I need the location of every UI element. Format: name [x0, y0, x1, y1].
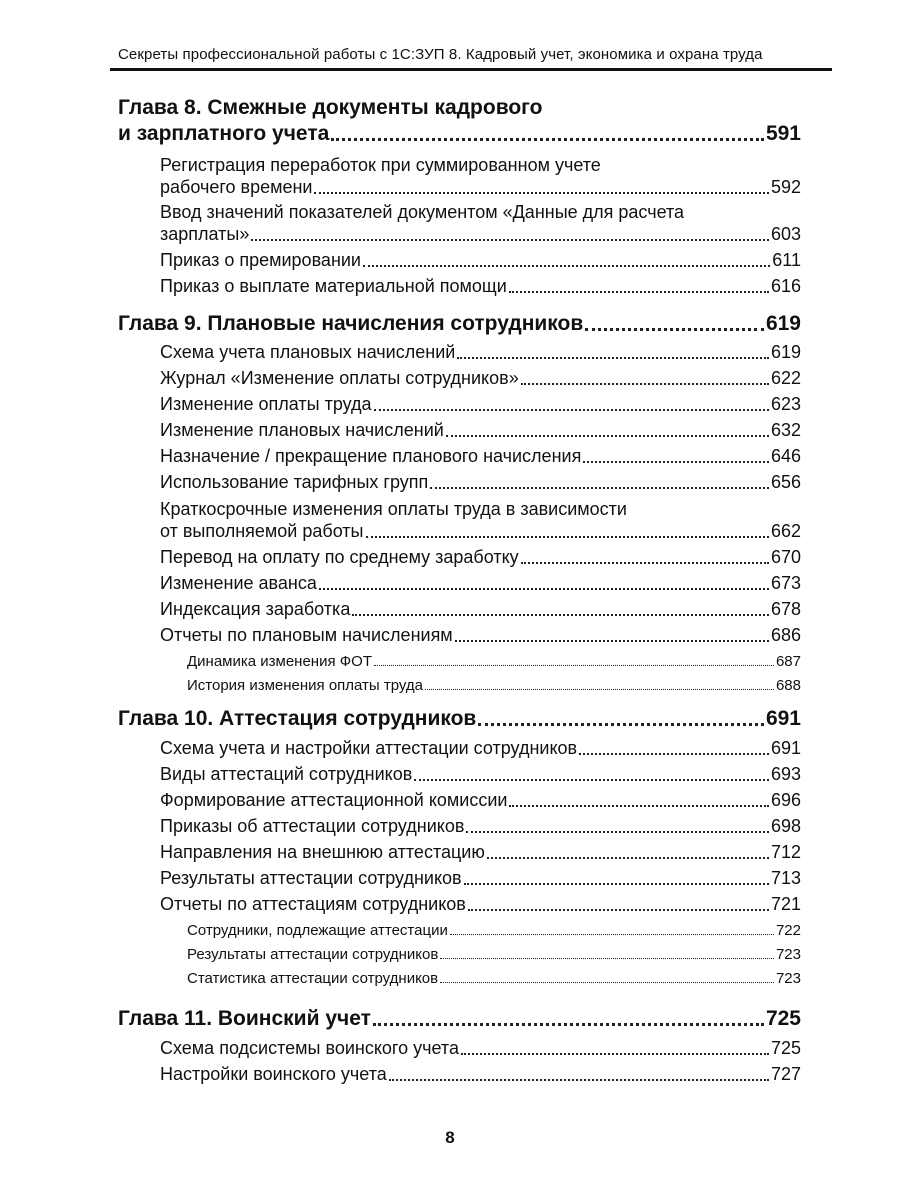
dot-leader [466, 831, 769, 833]
section-title: Журнал «Изменение оплаты сотрудников» [160, 368, 519, 388]
section-entry[interactable] [160, 573, 801, 594]
section-entry[interactable] [160, 177, 801, 198]
chapter-title-line1: Глава 8. Смежные документы кадрового [118, 96, 543, 119]
subsection-title: Динамика изменения ФОТ [187, 653, 372, 670]
section-page: 712 [770, 842, 801, 862]
section-title: Изменение плановых начислений [160, 420, 444, 440]
dot-leader [440, 958, 774, 959]
chapter-10-entry[interactable] [118, 707, 801, 731]
section-title: от выполняемой работы [160, 521, 364, 541]
dot-leader [585, 328, 764, 331]
section-title: Результаты аттестации сотрудников [160, 868, 462, 888]
dot-leader [389, 1079, 769, 1081]
dot-leader [374, 665, 774, 666]
section-title: Отчеты по аттестациям сотрудников [160, 894, 466, 914]
subsection-entry[interactable] [187, 653, 801, 670]
running-header: Секреты профессиональной работы с 1С:ЗУП 8. Кадровый учет, экономика и охрана труда [118, 46, 763, 63]
section-page: 622 [770, 368, 801, 388]
section-title: Настройки воинского учета [160, 1064, 387, 1084]
chapter-title: и зарплатного учета [118, 122, 330, 145]
section-entry[interactable] [160, 816, 801, 837]
section-title: Схема подсистемы воинского учета [160, 1038, 459, 1058]
section-title: Виды аттестаций сотрудников [160, 764, 413, 784]
section-page: 727 [770, 1064, 801, 1084]
section-page: 656 [770, 472, 801, 492]
section-title: Формирование аттестационной комиссии [160, 790, 508, 810]
chapter-title: Глава 9. Плановые начисления сотрудников [118, 312, 584, 335]
dot-leader [509, 291, 769, 293]
section-page: 721 [770, 894, 801, 914]
section-entry[interactable] [160, 276, 801, 297]
subsection-title: Сотрудники, подлежащие аттестации [187, 922, 448, 939]
dot-leader [450, 934, 774, 935]
dot-leader [352, 614, 769, 616]
section-title: Изменение оплаты труда [160, 394, 372, 414]
section-entry[interactable] [160, 521, 801, 542]
section-page: 616 [770, 276, 801, 296]
dot-leader [366, 536, 769, 538]
section-page: 725 [770, 1038, 801, 1058]
section-title: Приказ о премировании [160, 250, 361, 270]
section-page: 696 [770, 790, 801, 810]
section-entry[interactable] [160, 250, 801, 271]
dot-leader [314, 192, 768, 194]
dot-leader [464, 883, 769, 885]
section-entry[interactable] [160, 738, 801, 759]
subsection-entry[interactable] [187, 922, 801, 939]
section-title-line1: Регистрация переработок при суммированном учете [160, 155, 601, 175]
dot-leader [521, 562, 769, 564]
chapter-page: 591 [765, 122, 801, 145]
section-entry[interactable] [160, 394, 801, 415]
section-title: Схема учета плановых начислений [160, 342, 456, 362]
section-page: 713 [770, 868, 801, 888]
dot-leader [414, 779, 769, 781]
dot-leader [430, 487, 769, 489]
section-page: 611 [772, 250, 801, 270]
dot-leader [331, 138, 764, 141]
section-title: рабочего времени [160, 177, 313, 197]
section-page: 673 [770, 573, 801, 593]
subsection-title: Результаты аттестации сотрудников [187, 946, 439, 963]
dot-leader [319, 588, 769, 590]
chapter-11-entry[interactable] [118, 1007, 801, 1031]
section-title: Перевод на оплату по среднему заработку [160, 547, 519, 567]
dot-leader [521, 383, 769, 385]
subsection-title: Статистика аттестации сотрудников [187, 970, 439, 987]
subsection-page: 688 [775, 677, 801, 694]
chapter-title: Глава 11. Воинский учет [118, 1007, 371, 1030]
dot-leader [251, 239, 769, 241]
dot-leader [487, 857, 769, 859]
subsection-page: 723 [775, 970, 801, 987]
section-entry[interactable] [160, 420, 801, 441]
dot-leader [468, 909, 769, 911]
dot-leader [509, 805, 769, 807]
section-page: 603 [770, 224, 801, 244]
subsection-page: 723 [775, 946, 801, 963]
dot-leader [583, 461, 769, 463]
section-title: Назначение / прекращение планового начисления [160, 446, 582, 466]
section-entry[interactable] [160, 224, 801, 245]
section-page: 686 [770, 625, 801, 645]
chapter-title: Глава 10. Аттестация сотрудников [118, 707, 477, 730]
section-entry[interactable] [160, 790, 801, 811]
subsection-entry[interactable] [187, 970, 801, 987]
subsection-entry[interactable] [187, 677, 801, 694]
dot-leader [478, 723, 764, 726]
section-entry[interactable] [160, 625, 801, 646]
subsection-entry[interactable] [187, 946, 801, 963]
section-entry[interactable] [160, 894, 801, 915]
section-entry[interactable] [160, 342, 801, 363]
section-title: Изменение аванса [160, 573, 317, 593]
chapter-page: 691 [765, 707, 801, 730]
section-entry[interactable] [160, 1064, 801, 1085]
section-page: 662 [770, 521, 801, 541]
section-title-line1: Краткосрочные изменения оплаты труда в зависимости [160, 499, 627, 519]
section-entry[interactable] [160, 547, 801, 568]
chapter-8-entry[interactable] [118, 122, 801, 146]
section-entry[interactable] [160, 368, 801, 389]
section-entry[interactable] [160, 446, 801, 467]
section-entry[interactable] [160, 599, 801, 620]
section-title: Индексация заработка [160, 599, 351, 619]
dot-leader [457, 357, 769, 359]
section-page: 592 [770, 177, 801, 197]
section-page: 693 [770, 764, 801, 784]
dot-leader [455, 640, 769, 642]
section-page: 670 [770, 547, 801, 567]
subsection-page: 687 [775, 653, 801, 670]
dot-leader [446, 435, 769, 437]
section-title-line1: Ввод значений показателей документом «Данные для расчета [160, 202, 685, 222]
section-title: Направления на внешнюю аттестацию [160, 842, 485, 862]
section-entry[interactable] [160, 764, 801, 785]
section-entry[interactable] [160, 1038, 801, 1059]
section-page: 619 [770, 342, 801, 362]
section-page: 632 [770, 420, 801, 440]
section-page: 678 [770, 599, 801, 619]
section-title: Отчеты по плановым начислениям [160, 625, 453, 645]
chapter-page: 725 [765, 1007, 801, 1030]
section-title: Приказы об аттестации сотрудников [160, 816, 465, 836]
subsection-title: История изменения оплаты труда [187, 677, 424, 694]
section-title: Приказ о выплате материальной помощи [160, 276, 507, 296]
section-page: 691 [770, 738, 801, 758]
chapter-9-entry[interactable] [118, 312, 801, 336]
section-entry[interactable] [160, 842, 801, 863]
dot-leader [425, 689, 774, 690]
dot-leader [363, 265, 770, 267]
dot-leader [440, 982, 774, 983]
section-title: зарплаты» [160, 224, 250, 244]
section-entry[interactable] [160, 868, 801, 889]
section-title: Схема учета и настройки аттестации сотрудников [160, 738, 578, 758]
page-number: 8 [445, 1128, 455, 1147]
chapter-page: 619 [765, 312, 801, 335]
dot-leader [579, 753, 769, 755]
dot-leader [374, 409, 769, 411]
dot-leader [461, 1053, 769, 1055]
section-page: 646 [770, 446, 801, 466]
section-entry[interactable] [160, 472, 801, 493]
subsection-page: 722 [775, 922, 801, 939]
section-title: Использование тарифных групп [160, 472, 429, 492]
dot-leader [373, 1023, 764, 1026]
section-page: 623 [770, 394, 801, 414]
section-page: 698 [770, 816, 801, 836]
